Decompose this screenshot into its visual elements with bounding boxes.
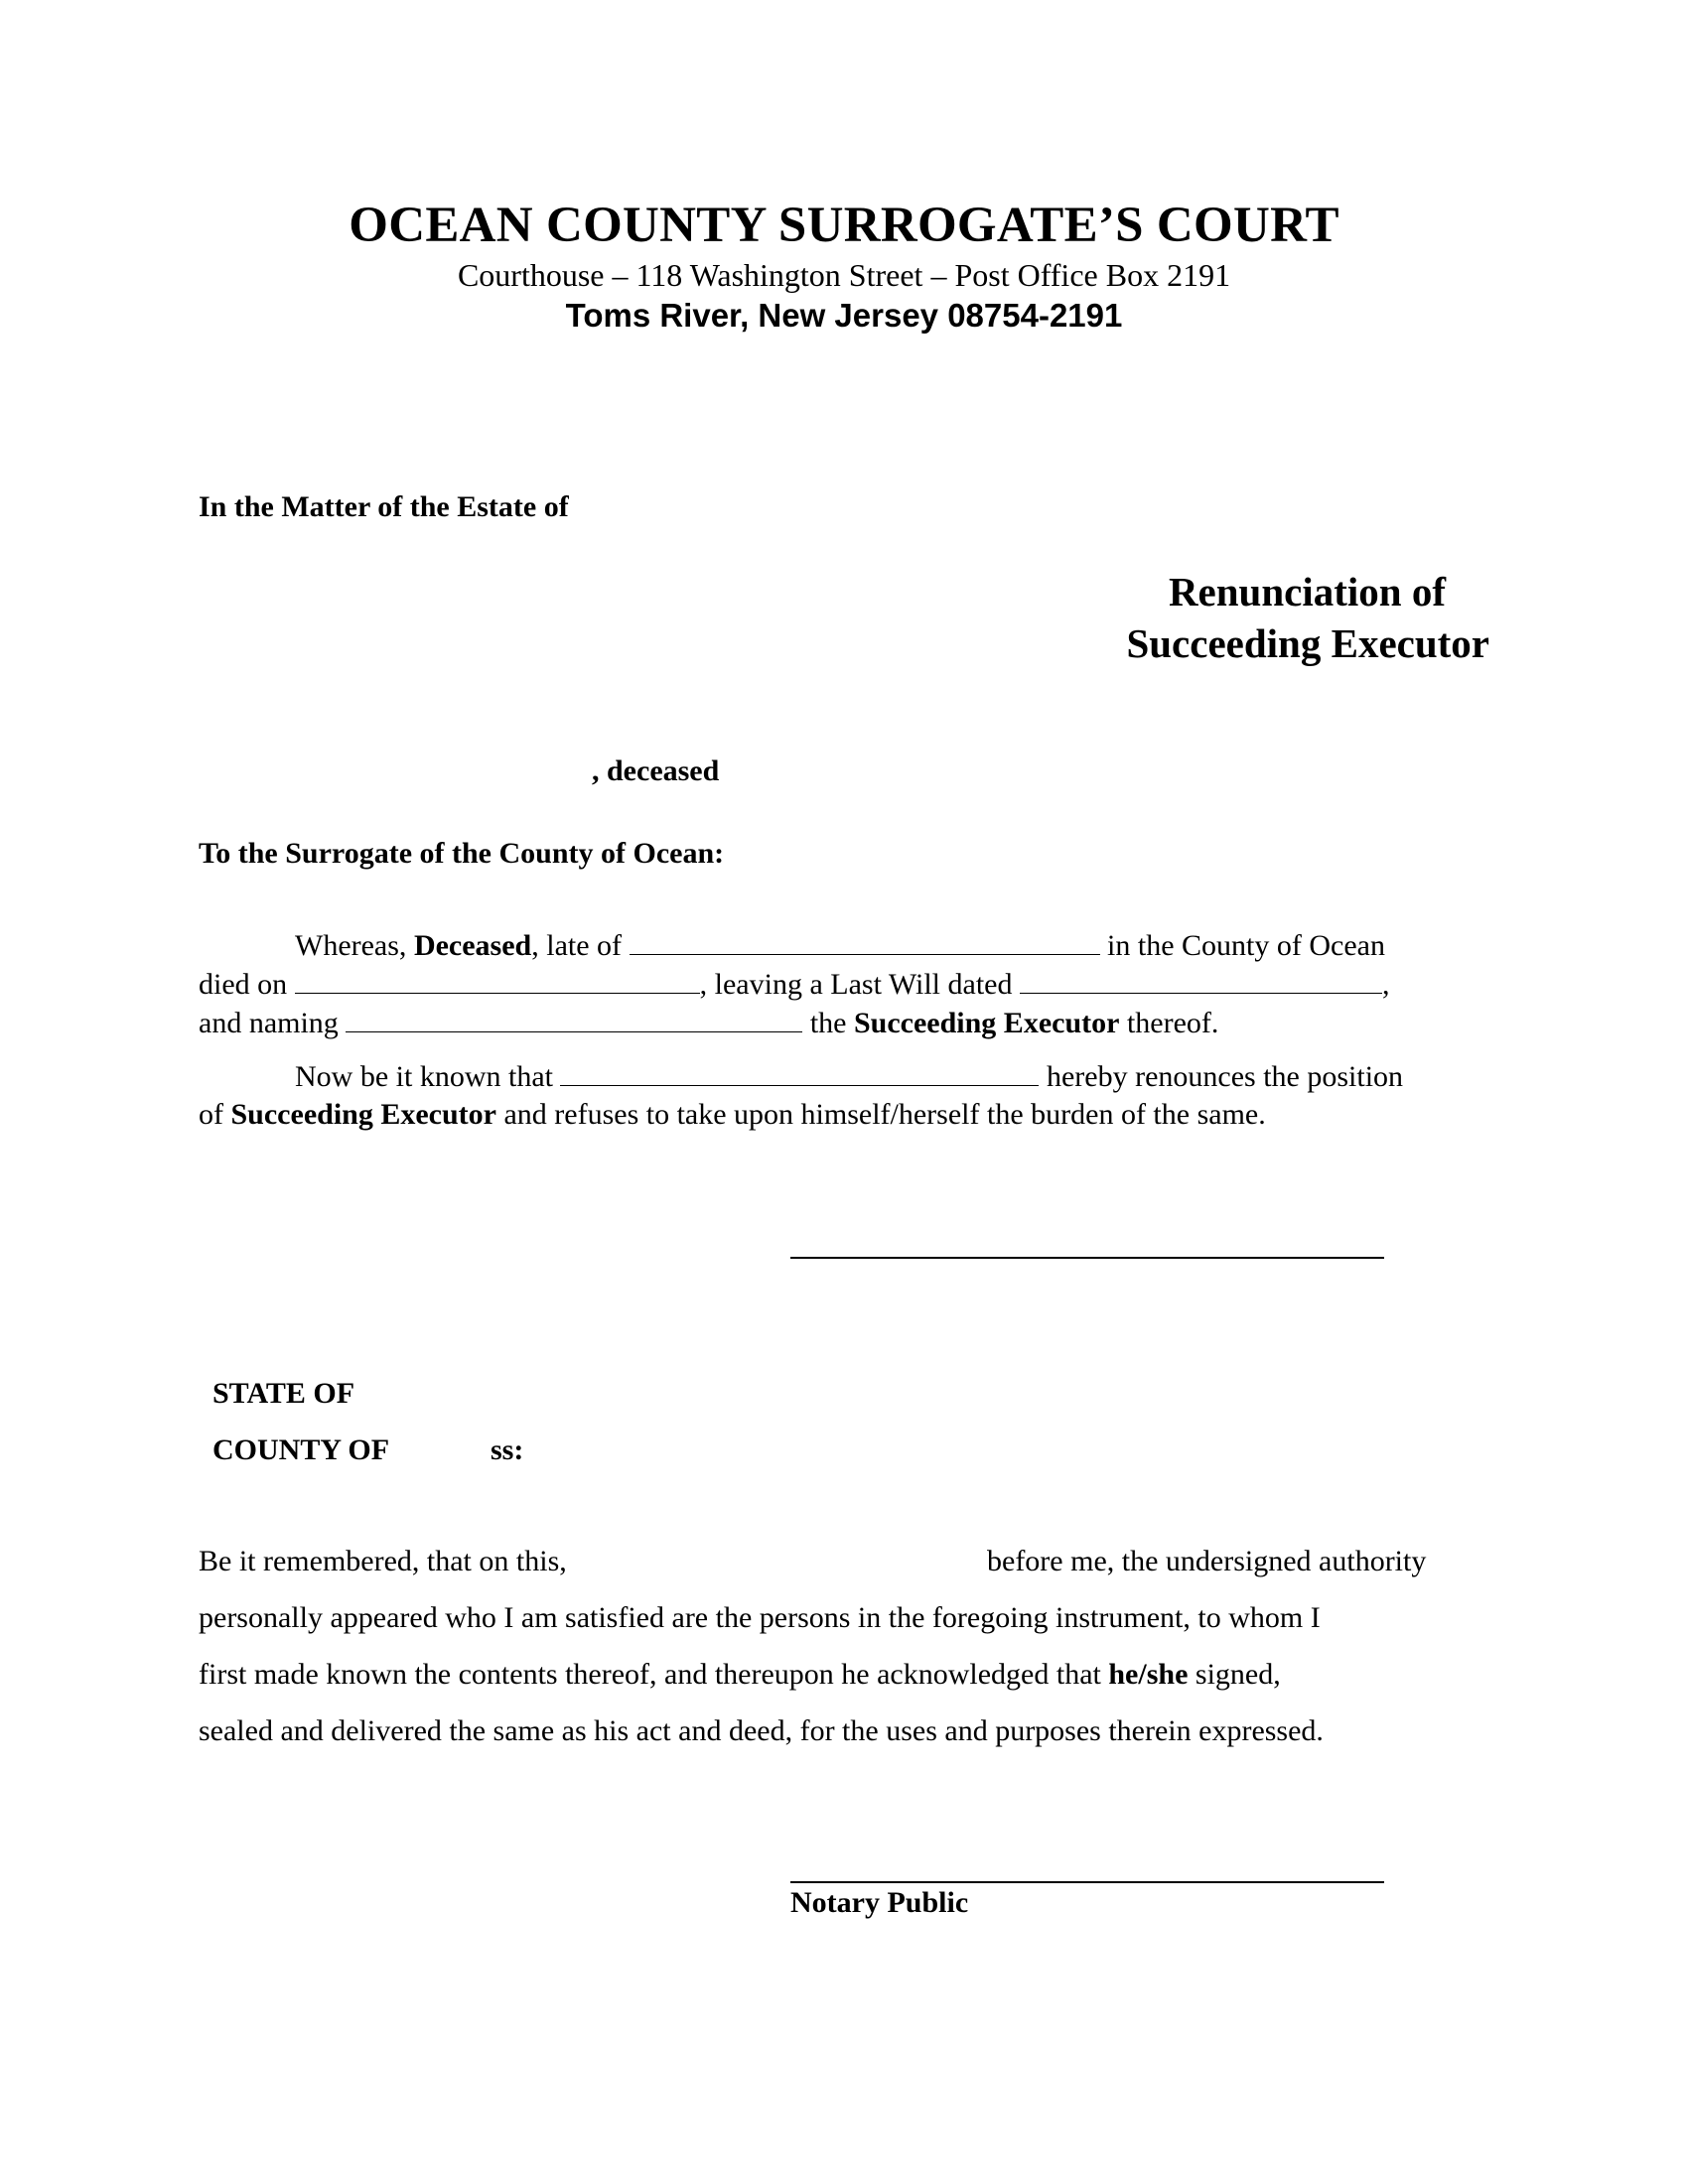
document-title-line2: Succeeding Executor	[1126, 620, 1489, 666]
succeeding-executor-term-2: Succeeding Executor	[230, 1098, 496, 1131]
document-title	[993, 566, 1489, 669]
renounce-line-1	[295, 1059, 1403, 1094]
deceased-term: Deceased	[413, 929, 532, 962]
will-dated-text: , leaving a Last Will dated	[699, 968, 1013, 1001]
document-title-line1: Renunciation of	[1168, 569, 1446, 614]
whereas-word: Whereas,	[295, 929, 407, 962]
signed-text: signed,	[1195, 1658, 1281, 1691]
contents-text: first made known the contents thereof, and thereupon he acknowledged that	[199, 1658, 1101, 1691]
ack-line-1	[199, 1545, 567, 1578]
whereas-line-1	[295, 928, 1385, 963]
county-text: in the County of Ocean	[1107, 929, 1385, 962]
the-text: the	[809, 1007, 847, 1039]
renouncer-signature-line[interactable]	[790, 1257, 1384, 1259]
residence-blank[interactable]	[630, 928, 1100, 955]
late-of-text: , late of	[531, 929, 623, 962]
ack-line-4: sealed and delivered the same as his act and deed, for the uses and purposes therein expressed.	[199, 1714, 1324, 1747]
estate-matter-label: In the Matter of the Estate of	[199, 490, 569, 523]
refuses-text: and refuses to take upon himself/herself the burden of the same.	[503, 1098, 1266, 1131]
to-surrogate-heading: To the Surrogate of the County of Ocean:	[199, 837, 725, 870]
ack-line-1b	[987, 1545, 1426, 1578]
authority-text: before me, the undersigned authority	[987, 1545, 1427, 1577]
court-title: OCEAN COUNTY SURROGATE’S COURT	[349, 198, 1339, 253]
will-date-blank[interactable]	[1020, 967, 1382, 994]
succeeding-executor-term: Succeeding Executor	[853, 1007, 1120, 1039]
county-of-label: COUNTY OF	[212, 1433, 390, 1466]
deceased-label: , deceased	[592, 754, 720, 787]
ack-line-2: personally appeared who I am satisfied are the persons in the foregoing instrument, to whom I	[199, 1601, 1321, 1634]
thereof-text: thereof.	[1126, 1007, 1219, 1039]
court-city: Toms River, New Jersey 08754-2191	[565, 297, 1123, 334]
comma-text: ,	[1381, 968, 1390, 1001]
whereas-line-3	[199, 1006, 1218, 1040]
renounce-line-2	[199, 1098, 1266, 1132]
court-address: Courthouse – 118 Washington Street – Post Office Box 2191	[457, 257, 1231, 293]
he-she-term: he/she	[1108, 1658, 1189, 1691]
whereas-line-2	[199, 967, 1389, 1002]
renounces-text: hereby renounces the position	[1046, 1060, 1404, 1093]
now-known-text: Now be it known that	[295, 1060, 553, 1093]
ss-label: ss:	[491, 1433, 524, 1466]
naming-text: and naming	[199, 1007, 339, 1039]
of-text: of	[199, 1098, 223, 1131]
named-executor-blank[interactable]	[346, 1006, 802, 1032]
renouncer-name-blank[interactable]	[560, 1059, 1039, 1086]
remembered-text: Be it remembered, that on this,	[199, 1545, 567, 1577]
notary-public-label: Notary Public	[790, 1886, 969, 1919]
death-date-blank[interactable]	[295, 967, 700, 994]
notary-signature-line[interactable]	[790, 1881, 1384, 1883]
ack-line-3	[199, 1658, 1281, 1692]
died-on-text: died on	[199, 968, 288, 1001]
state-of-label: STATE OF	[212, 1377, 355, 1410]
